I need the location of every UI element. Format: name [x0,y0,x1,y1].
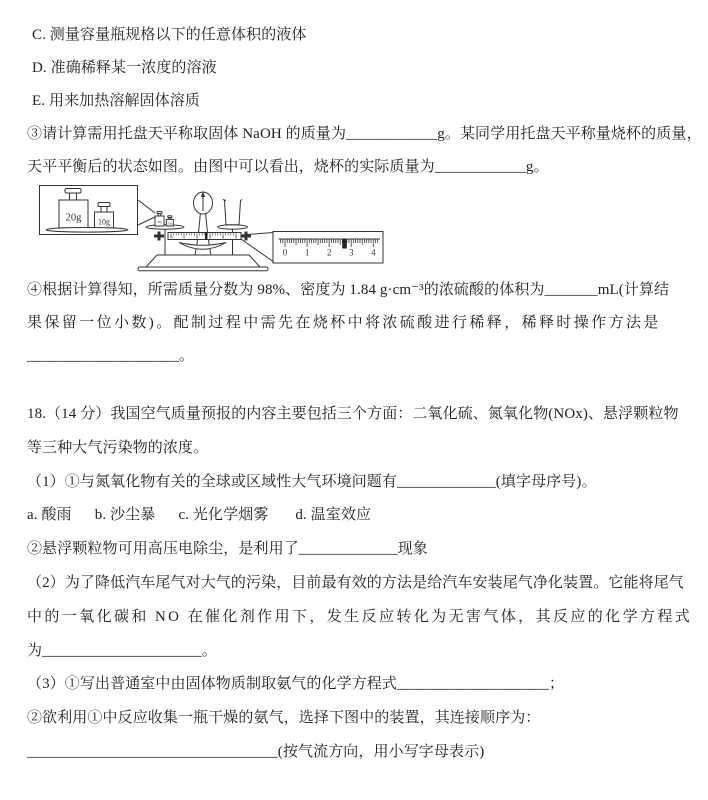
balance-figure [38,184,390,274]
beam-rider [205,233,207,240]
svg-text:1: 1 [183,235,185,240]
q18-3-line-1: （3）①写出普通室中由固体物质制取氨气的化学方程式____________________； [27,676,565,693]
beaker [223,200,242,225]
inset-pan [46,228,128,233]
q18-3-line-2: ②欲利用①中反应收集一瓶干燥的氨气，选择下图中的装置，其连接顺序为： [27,710,541,727]
left-nut [154,232,164,241]
pan-weight-10g-label: 10g [167,222,172,226]
q18-2-line-2: 中的一氧化碳和 NO 在催化剂作用下，发生反应转化为无害气体，其反应的化学方程式 [27,608,693,625]
svg-text:0: 0 [170,235,173,240]
base-top [146,255,260,267]
ruler-marker [342,239,347,249]
option-c-line: C. 测量容量瓶规格以下的任意体积的液体 [32,27,307,43]
q18-1-2-line: ②悬浮颗粒物可用高压电除尘，是利用了_____________现象 [27,541,428,558]
svg-text:5: 5 [235,235,237,240]
weight-20g-label: 20g [65,212,82,224]
option-d-line: D. 准确稀释某一浓度的溶液 [32,60,217,76]
q3-naoh-line-1: ③请计算需用托盘天平称取固体 NaOH 的质量为____________g。某同学用托盘天平称量烧杯的质量， [27,126,702,142]
inset-callout-lines [138,200,155,225]
left-pan [146,222,184,229]
question-17-block [27,19,702,373]
right-nut [241,232,251,241]
section-gap [27,373,692,398]
svg-text:4: 4 [371,247,376,258]
right-pan [218,225,248,229]
q18-1-options-line: a. 酸雨 b. 沙尘暴 c. 光化学烟雾 d. 温室效应 [27,507,372,524]
q18-2-line-1: （2）为了降低汽车尾气对大气的污染，目前最有效的方法是给汽车安装尾气净化装置。它能将尾气 [27,574,684,591]
pan-weight-20g-label: 20g [157,220,162,224]
q18-intro-line-2: 等三种大气污染物的浓度。 [27,439,209,456]
svg-text:4: 4 [222,235,224,240]
svg-text:1: 1 [304,247,310,258]
weight-10g-label: 10g [98,217,110,227]
q4-h2so4-line-1: ④根据计算得知，所需质量分数为 98%、密度为 1.84 g·cm⁻³的浓硫酸的体积为_______mL(计算结 [27,282,670,298]
option-e-line: E. 用来加热溶解固体溶质 [32,93,200,109]
q4-answer-blank-line: ____________________。 [27,348,195,364]
svg-text:2: 2 [326,247,332,258]
q4-h2so4-line-2: 果保留一位小数)。配制过程中需先在烧杯中将浓硫酸进行稀释，稀释时操作方法是 [27,315,661,331]
svg-text:2: 2 [196,235,198,240]
question-18-block [27,398,692,770]
svg-text:3: 3 [349,247,354,258]
q18-2-line-3: 为_____________________。 [27,642,217,659]
q18-1-question-line: （1）①与氮氧化物有关的全球或区域性大气环境问题有_____________(填字母序号)。 [27,473,597,490]
base-foot [138,267,268,271]
q18-3-blank-line: _________________________________(按气流方向，用小写字母表示) [27,743,485,760]
q18-intro-line-1: 18.（14 分）我国空气质量预报的内容主要包括三个方面：二氧化硫、氮氧化物(NOx)、悬浮颗粒物 [27,406,679,422]
q3-naoh-line-2: 天平平衡后的状态如图。由图中可以看出，烧杯的实际质量为____________g。 [27,159,549,175]
svg-text:0: 0 [282,247,288,258]
svg-text:3: 3 [209,235,211,240]
